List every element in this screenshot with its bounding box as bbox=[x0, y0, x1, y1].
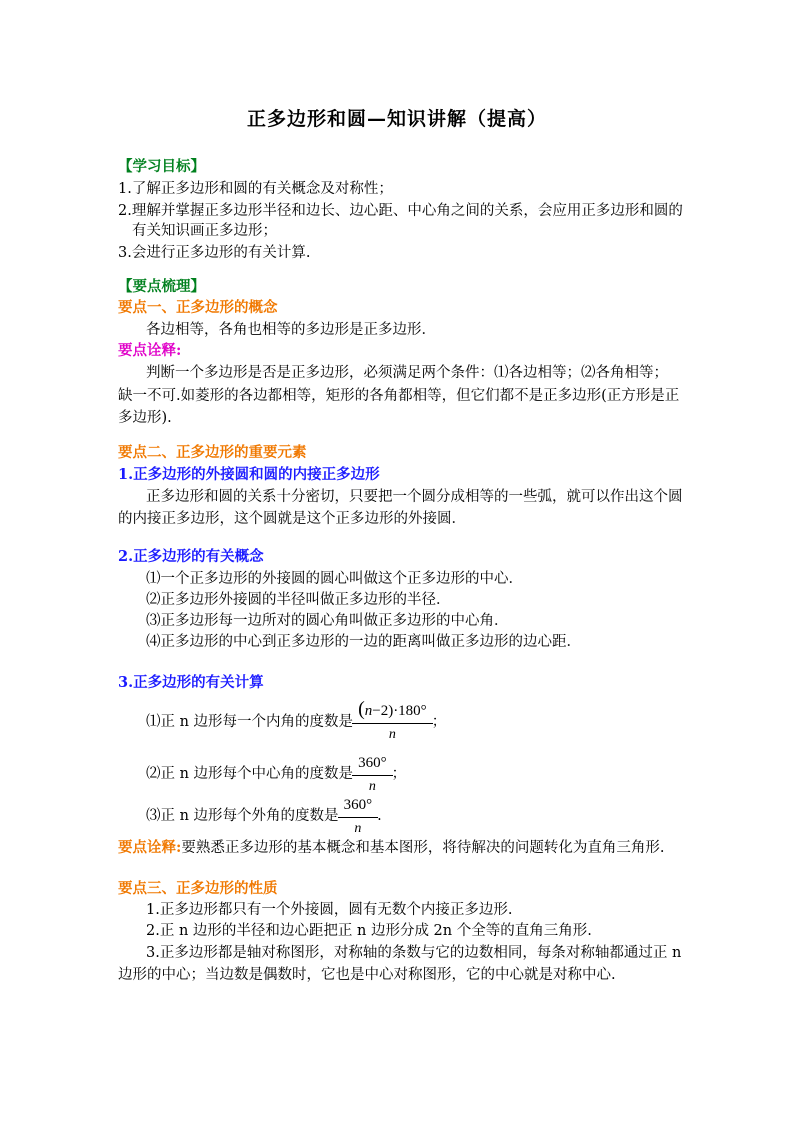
interior-angle-denominator: n bbox=[352, 723, 433, 744]
concept-1: ⑴一个正多边形的外接圆的圆心叫做这个正多边形的中心． bbox=[146, 571, 523, 587]
goal-item-1: 1.了解正多边形和圆的有关概念及对称性； bbox=[118, 181, 393, 197]
calc-3-end: . bbox=[377, 808, 382, 824]
property-3-cont: 边形的中心；当边数是偶数时，它也是中心对称图形，它的中心就是对称中心. bbox=[118, 967, 616, 983]
note-line-2: 缺一不可.如菱形的各边都相等，矩形的各角都相等，但它们都不是正多边形(正方形是正 bbox=[118, 388, 680, 404]
point-1-title: 要点一、正多边形的概念 bbox=[118, 299, 278, 316]
exterior-angle-fraction bbox=[341, 795, 376, 838]
subsection-1-title: 1.正多边形的外接圆和圆的内接正多边形 bbox=[118, 466, 380, 483]
interior-angle-numerator: (n−2)·180° bbox=[358, 698, 427, 720]
note-line-3: 多边形). bbox=[118, 410, 172, 426]
subsection-3-title: 3.正多边形的有关计算 bbox=[118, 674, 264, 691]
central-angle-numerator: 360° bbox=[358, 754, 387, 771]
goal-item-2: 2.理解并掌握正多边形半径和边长、边心距、中心角之间的关系，会应用正多边形和圆的 bbox=[118, 203, 683, 219]
calc-3-text: ⑶正 n 边形每个外角的度数是 bbox=[146, 808, 339, 824]
concept-3: ⑶正多边形每一边所对的圆心角叫做正多边形的中心角． bbox=[146, 613, 509, 629]
note-line-1: 判断一个多边形是否是正多边形，必须满足两个条件：⑴各边相等；⑵各角相等； bbox=[146, 365, 668, 381]
calc-central-angle bbox=[146, 752, 406, 796]
calc-1-end: ； bbox=[431, 714, 447, 730]
concept-4: ⑷正多边形的中心到正多边形的一边的距离叫做正多边形的边心距． bbox=[146, 634, 581, 650]
exterior-angle-numerator: 360° bbox=[343, 796, 373, 813]
point-2-title: 要点二、正多边形的重要元素 bbox=[118, 444, 307, 461]
point-3-title: 要点三、正多边形的性质 bbox=[118, 880, 278, 897]
note-2 bbox=[118, 837, 664, 859]
interior-angle-fraction bbox=[355, 700, 430, 744]
goal-item-3: 3.会进行正多边形的有关计算. bbox=[118, 245, 311, 261]
property-3: 3.正多边形都是轴对称图形，对称轴的条数与它的边数相同，每条对称轴都通过正 n bbox=[146, 945, 682, 961]
exterior-angle-denominator: n bbox=[338, 817, 379, 838]
calc-1-text: ⑴正 n 边形每一个内角的度数是 bbox=[146, 714, 354, 730]
key-points-heading: 【要点梳理】 bbox=[118, 278, 205, 295]
calc-2-text: ⑵正 n 边形每个中心角的度数是 bbox=[146, 766, 354, 782]
document-title: 正多边形和圆—知识讲解（提高） bbox=[246, 108, 547, 130]
property-2: 2.正 n 边形的半径和边心距把正 n 边形分成 2n 个全等的直角三角形. bbox=[146, 923, 592, 939]
central-angle-fraction bbox=[355, 753, 390, 796]
note-label: 要点诠释: bbox=[118, 342, 182, 359]
subsection-1-line-2: 的内接正多边形，这个圆就是这个正多边形的外接圆． bbox=[118, 511, 466, 527]
property-1: 1.正多边形都只有一个外接圆，圆有无数个内接正多边形. bbox=[146, 902, 513, 918]
note-2-text: 要熟悉正多边形的基本概念和基本图形，将待解决的问题转化为直角三角形. bbox=[181, 840, 665, 856]
goal-item-2-cont: 有关知识画正多边形； bbox=[132, 223, 277, 239]
central-angle-denominator: n bbox=[352, 775, 393, 796]
calc-interior-angle bbox=[146, 700, 446, 744]
concept-2: ⑵正多边形外接圆的半径叫做正多边形的半径． bbox=[146, 592, 451, 608]
point-1-text: 各边相等，各角也相等的多边形是正多边形． bbox=[146, 322, 436, 338]
calc-exterior-angle bbox=[146, 794, 382, 838]
subsection-1-line-1: 正多边形和圆的关系十分密切，只要把一个圆分成相等的一些弧，就可以作出这个圆 bbox=[146, 489, 683, 505]
note-2-label: 要点诠释: bbox=[118, 839, 182, 856]
calc-2-end: ； bbox=[391, 766, 407, 782]
subsection-2-title: 2.正多边形的有关概念 bbox=[118, 548, 264, 565]
learning-goals-heading: 【学习目标】 bbox=[118, 158, 205, 175]
